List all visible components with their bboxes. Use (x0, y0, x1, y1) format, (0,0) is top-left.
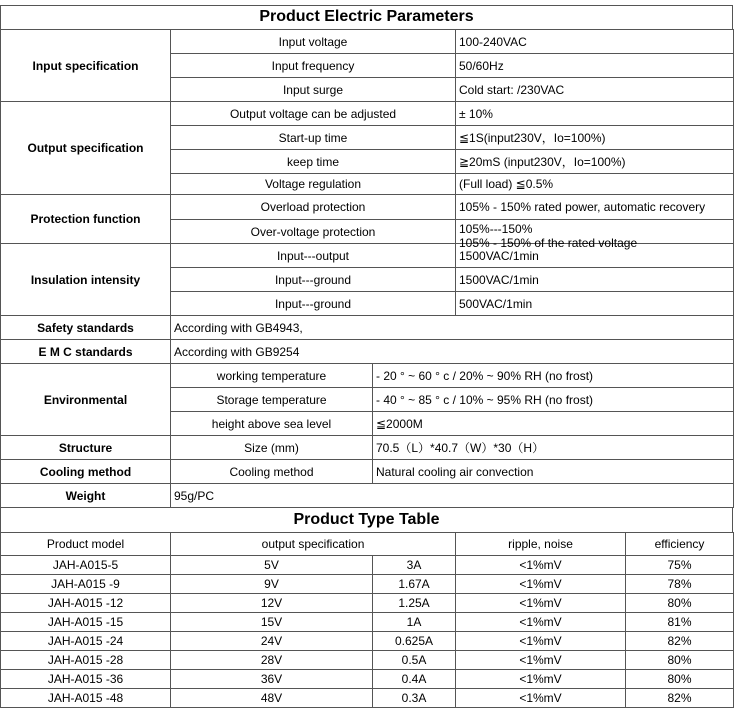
category-output: Output specification (1, 102, 171, 195)
efficiency-cell: 81% (626, 613, 734, 632)
category-safety: Safety standards (1, 316, 171, 340)
param-value: (Full load) ≦0.5% (456, 174, 734, 195)
param-value: ≦1S(input230V，Io=100%) (456, 126, 734, 150)
table-row (1, 484, 734, 508)
model-cell: JAH-A015-5 (1, 556, 171, 575)
ripple-cell: <1%mV (456, 670, 626, 689)
table-row (1, 613, 734, 632)
current-cell: 0.4A (373, 670, 456, 689)
param-value: 105% - 150% rated power, automatic recovery (456, 195, 734, 220)
category-insulation: Insulation intensity (1, 244, 171, 316)
param-value (456, 220, 734, 250)
model-cell: JAH-A015 -9 (1, 575, 171, 594)
category-emc: E M C standards (1, 340, 171, 364)
current-cell: 0.3A (373, 689, 456, 708)
param-value: 1500VAC/1min (456, 244, 734, 268)
param-value: 95g/PC (171, 484, 734, 508)
ripple-cell: <1%mV (456, 613, 626, 632)
efficiency-cell: 80% (626, 651, 734, 670)
ripple-cell: <1%mV (456, 651, 626, 670)
efficiency-cell: 78% (626, 575, 734, 594)
type-table-title: Product Type Table (0, 508, 733, 532)
param-value: Cold start: /230VAC (456, 78, 734, 102)
param-value: 70.5（L）*40.7（W）*30（H） (373, 436, 734, 460)
table-row (1, 670, 734, 689)
param-label: working temperature (171, 364, 373, 388)
params-title: Product Electric Parameters (259, 8, 474, 25)
table-row (1, 575, 734, 594)
current-cell: 3A (373, 556, 456, 575)
param-value: - 20 ° ~ 60 ° c / 20% ~ 90% RH (no frost) (373, 364, 734, 388)
efficiency-cell: 82% (626, 689, 734, 708)
model-cell: JAH-A015 -48 (1, 689, 171, 708)
voltage-cell: 5V (171, 556, 373, 575)
table-header-row (1, 533, 734, 556)
table-row (1, 651, 734, 670)
model-cell: JAH-A015 -28 (1, 651, 171, 670)
param-label: Input---output (171, 244, 456, 268)
category-structure: Structure (1, 436, 171, 460)
param-value: ≧20mS (input230V，Io=100%) (456, 150, 734, 174)
efficiency-cell: 80% (626, 670, 734, 689)
param-value: ± 10% (456, 102, 734, 126)
table-row (1, 632, 734, 651)
ripple-cell: <1%mV (456, 689, 626, 708)
param-value-line: 105%---150% (459, 222, 533, 236)
param-label: Overload protection (171, 195, 456, 220)
table-row (1, 436, 734, 460)
param-value: According with GB4943, (171, 316, 734, 340)
table-row (1, 460, 734, 484)
voltage-cell: 28V (171, 651, 373, 670)
model-cell: JAH-A015 -36 (1, 670, 171, 689)
param-label: Start-up time (171, 126, 456, 150)
param-label: Input---ground (171, 268, 456, 292)
param-label: Voltage regulation (171, 174, 456, 195)
table-row (1, 102, 734, 126)
current-cell: 1.67A (373, 575, 456, 594)
params-table (0, 29, 734, 508)
param-label: Input frequency (171, 54, 456, 78)
param-value: 50/60Hz (456, 54, 734, 78)
model-cell: JAH-A015 -24 (1, 632, 171, 651)
param-label: height above sea level (171, 412, 373, 436)
model-cell: JAH-A015 -12 (1, 594, 171, 613)
param-label: Output voltage can be adjusted (171, 102, 456, 126)
model-cell: JAH-A015 -15 (1, 613, 171, 632)
param-label: Size (mm) (171, 436, 373, 460)
param-label: Input voltage (171, 30, 456, 54)
category-protection: Protection function (1, 195, 171, 244)
current-cell: 0.625A (373, 632, 456, 651)
ripple-cell: <1%mV (456, 594, 626, 613)
type-table (0, 532, 734, 708)
table-row (1, 30, 734, 54)
efficiency-cell: 75% (626, 556, 734, 575)
category-weight: Weight (1, 484, 171, 508)
ripple-cell: <1%mV (456, 575, 626, 594)
param-label: Input surge (171, 78, 456, 102)
param-label: Input---ground (171, 292, 456, 316)
voltage-cell: 9V (171, 575, 373, 594)
efficiency-cell: 80% (626, 594, 734, 613)
ripple-cell: <1%mV (456, 556, 626, 575)
param-value: - 40 ° ~ 85 ° c / 10% ~ 95% RH (no frost) (373, 388, 734, 412)
table-row (1, 340, 734, 364)
param-label: Storage temperature (171, 388, 373, 412)
param-value: According with GB9254 (171, 340, 734, 364)
voltage-cell: 48V (171, 689, 373, 708)
table-row (1, 195, 734, 220)
table-row (1, 316, 734, 340)
param-label: Cooling method (171, 460, 373, 484)
param-value-clipped-line: 105% - 150% of the rated voltage (459, 236, 638, 250)
column-header-model: Product model (1, 533, 171, 556)
table-row (1, 594, 734, 613)
efficiency-cell: 82% (626, 632, 734, 651)
voltage-cell: 15V (171, 613, 373, 632)
column-header-output: output specification (171, 533, 456, 556)
param-value: Natural cooling air convection (373, 460, 734, 484)
param-value: ≦2000M (373, 412, 734, 436)
current-cell: 1A (373, 613, 456, 632)
voltage-cell: 36V (171, 670, 373, 689)
table-row (1, 556, 734, 575)
param-value: 1500VAC/1min (456, 268, 734, 292)
param-label: keep time (171, 150, 456, 174)
voltage-cell: 12V (171, 594, 373, 613)
param-value: 500VAC/1min (456, 292, 734, 316)
current-cell: 1.25A (373, 594, 456, 613)
category-environmental: Environmental (1, 364, 171, 436)
column-header-ripple: ripple, noise (456, 533, 626, 556)
voltage-cell: 24V (171, 632, 373, 651)
category-cooling: Cooling method (1, 460, 171, 484)
table-row (1, 364, 734, 388)
category-input: Input specification (1, 30, 171, 102)
param-value: 100-240VAC (456, 30, 734, 54)
ripple-cell: <1%mV (456, 632, 626, 651)
table-row (1, 689, 734, 708)
current-cell: 0.5A (373, 651, 456, 670)
param-label: Over-voltage protection (171, 220, 456, 244)
column-header-efficiency: efficiency (626, 533, 734, 556)
